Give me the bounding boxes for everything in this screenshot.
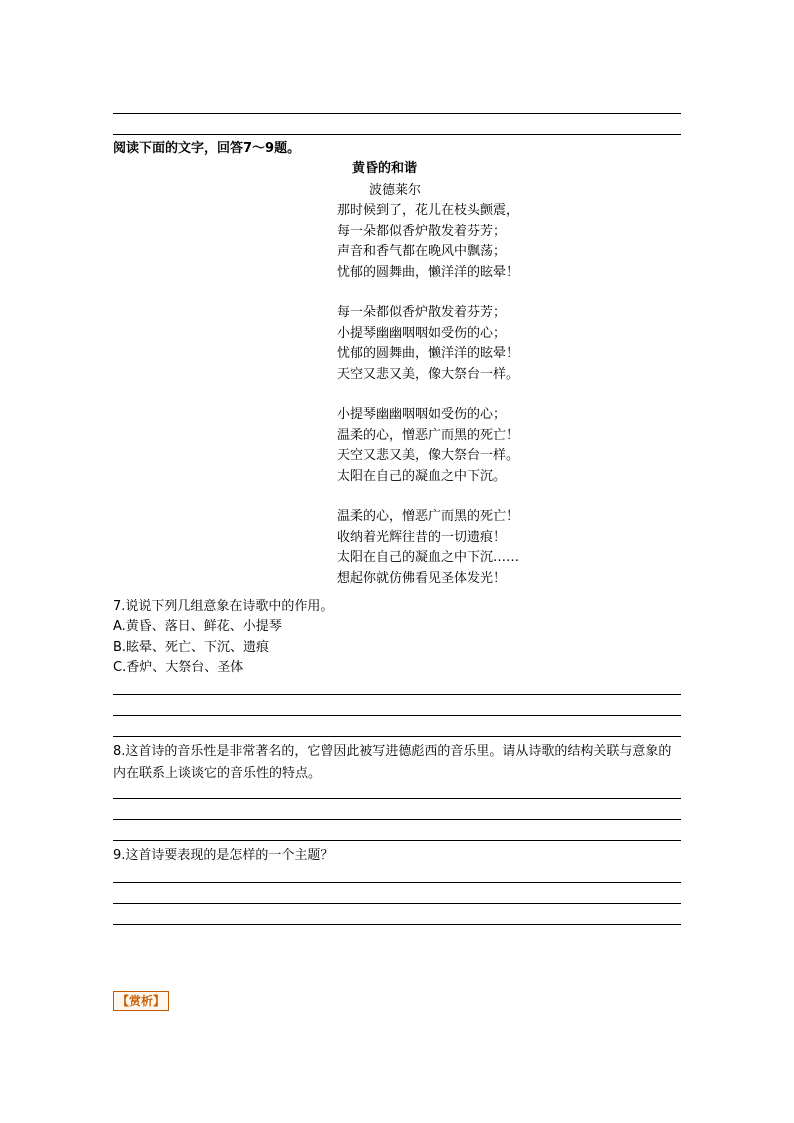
poem-line: 温柔的心，憎恶广而黑的死亡！: [337, 427, 520, 443]
answer-line: [113, 134, 681, 135]
answer-line: [113, 840, 681, 841]
poem-line: 温柔的心，憎恶广而黑的死亡！: [337, 509, 520, 524]
poem-author: 波德莱尔: [369, 183, 422, 198]
answer-line: [113, 736, 681, 737]
poem-body: [337, 201, 519, 589]
answer-line: [113, 694, 681, 695]
answer-line: [113, 113, 681, 114]
poem-line: 想起你就仿佛看见圣体发光！: [337, 570, 507, 586]
poem-stanza: [337, 405, 519, 487]
question-7-option-b: B.眩晕、死亡、下沉、遗痕: [113, 640, 270, 655]
analysis-badge: 【赏析】: [113, 991, 169, 1011]
poem-line: 那时候到了，花儿在枝头颤震，: [337, 203, 520, 218]
poem-stanza: [337, 201, 519, 283]
poem-line: 每一朵都似香炉散发着芬芳；: [337, 223, 507, 239]
question-7-option-c: C.香炉、大祭台、圣体: [113, 660, 244, 675]
poem-stanza: [337, 303, 519, 385]
poem-line: 声音和香气都在晚风中飘荡；: [337, 244, 507, 259]
reading-instruction: 阅读下面的文字，回答7～9题。: [113, 141, 301, 156]
answer-line: [113, 715, 681, 716]
answer-line: [113, 882, 681, 883]
question-7-stem: 7.说说下列几组意象在诗歌中的作用。: [113, 599, 334, 614]
answer-line: [113, 924, 681, 925]
poem-line: 收纳着光辉往昔的一切遗痕！: [337, 529, 507, 545]
poem-line: 小提琴幽幽咽咽如受伤的心；: [337, 407, 507, 422]
poem-line: 小提琴幽幽咽咽如受伤的心；: [337, 325, 507, 341]
answer-line: [113, 819, 681, 820]
answer-line: [113, 798, 681, 799]
poem-line: 太阳在自己的凝血之中下沉。: [337, 468, 507, 484]
poem-line: 忧郁的圆舞曲，懒洋洋的眩晕！: [337, 346, 520, 361]
poem-line: 忧郁的圆舞曲，懒洋洋的眩晕！: [337, 264, 520, 280]
question-8-stem: 8.这首诗的音乐性是非常著名的，它曾因此被写进德彪西的音乐里。请从诗歌的结构关联与意象的内在联系上谈谈它的音乐性的特点。: [113, 744, 672, 781]
question-7-option-a: A.黄昏、落日、鲜花、小提琴: [113, 619, 282, 634]
poem-title: 黄昏的和谐: [352, 161, 418, 176]
poem-line: 每一朵都似香炉散发着芬芳；: [337, 305, 507, 320]
question-9-stem: 9.这首诗要表现的是怎样的一个主题？: [113, 848, 334, 863]
poem-line: 天空又悲又美，像大祭台一样。: [337, 448, 520, 463]
poem-line: 太阳在自己的凝血之中下沉……: [337, 550, 520, 565]
poem-line: 天空又悲又美，像大祭台一样。: [337, 366, 520, 382]
poem-stanza: [337, 507, 519, 589]
answer-line: [113, 903, 681, 904]
